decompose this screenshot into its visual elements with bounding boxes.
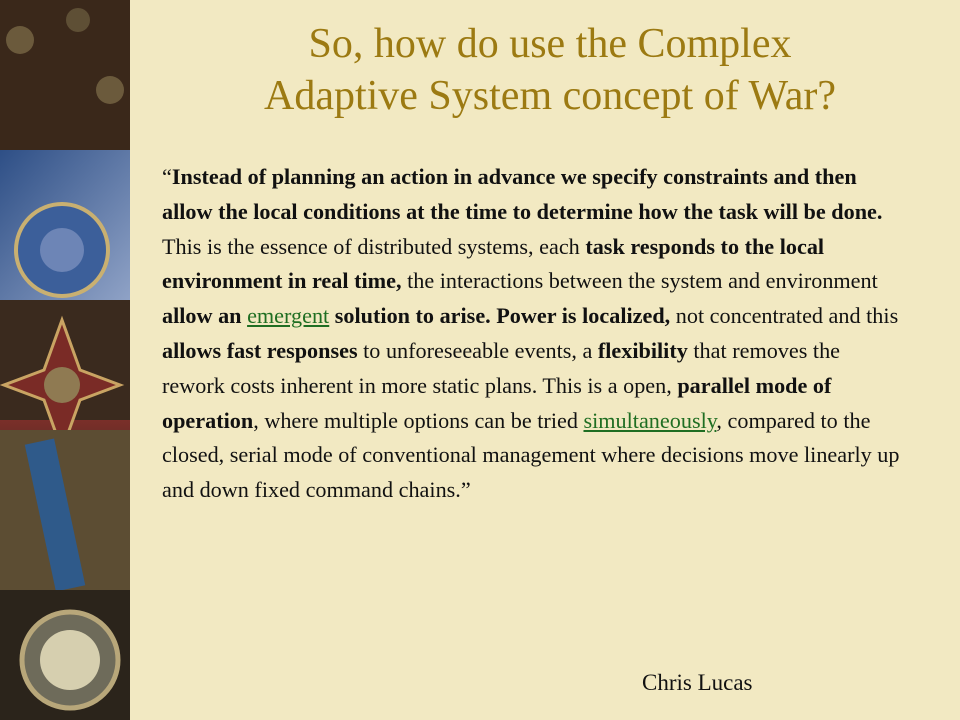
quote-text-11: that removes the rework costs inherent in more static plans. This is a open, <box>162 337 841 398</box>
quote-bold-3: task responds to the local environment in real time, <box>162 233 825 294</box>
slide-title <box>150 18 950 122</box>
title-line-2: Adaptive System concept of War? <box>263 73 836 119</box>
quote-open-mark: “ <box>162 164 172 189</box>
quote-text-7: not concentrated and this <box>670 303 899 329</box>
quote-bold-1: Instead of planning an action in advance we specify constraints and then allow the local conditions at the time to determine how the task will be done. <box>162 164 883 224</box>
quote-bold-6: solution to arise. Power is localized, <box>329 303 671 329</box>
quote-bold-5: allow an <box>162 303 248 329</box>
quote-text-9: to unforeseeable events, a <box>357 337 598 363</box>
quote-bold-12: parallel mode of operation <box>162 372 832 433</box>
title-line-1: So, how do use the Complex <box>308 21 792 67</box>
quote-bold-8: allows fast responses <box>162 337 358 363</box>
decorative-medal-image <box>0 0 130 720</box>
link-emergent[interactable]: emergent <box>247 303 330 329</box>
quote-bold-10: flexibility <box>597 337 688 363</box>
medal-illustration <box>0 0 130 720</box>
quote-text-4: the interactions between the system and environment <box>401 268 878 294</box>
link-simultaneously[interactable]: simultaneously <box>583 407 717 433</box>
quote-paragraph <box>162 160 902 508</box>
quote-text-2: This is the essence of distributed systems, each <box>162 233 586 259</box>
quote-text-13: , where multiple options can be tried <box>253 407 584 433</box>
quote-text-14: , compared to the closed, serial mode of conventional management where decisions move linearly up and down fixed command chains.” <box>162 407 900 503</box>
quote-author: Chris Lucas <box>642 670 753 695</box>
